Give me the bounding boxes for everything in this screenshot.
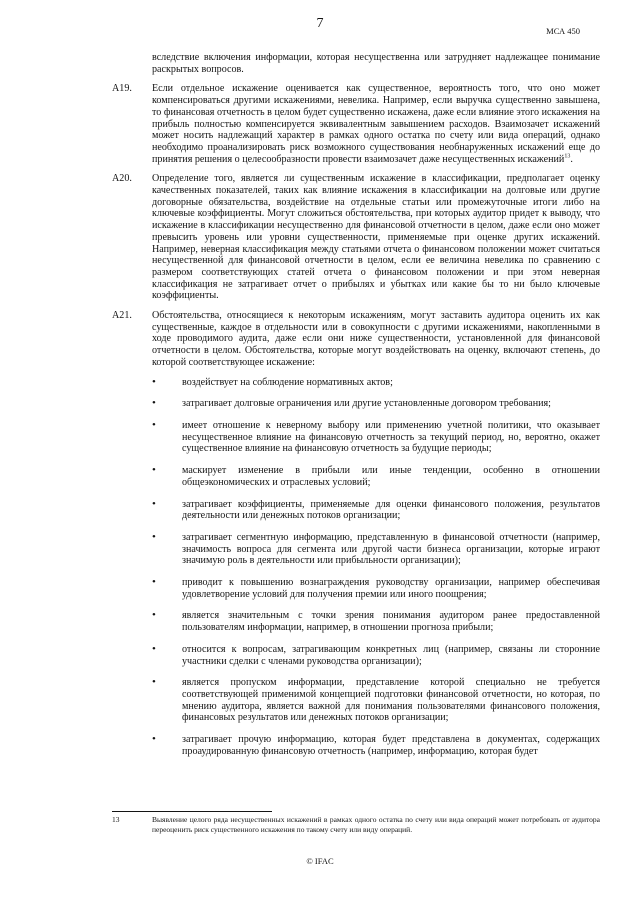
paragraph-a19 — [112, 83, 600, 165]
paragraph-number: A19. — [112, 83, 132, 95]
footnote-number: 13 — [112, 815, 120, 824]
paragraph-end: . — [570, 153, 573, 165]
paragraph-number: A21. — [112, 310, 132, 322]
footnote-text: Выявление целого ряда несущественных искажений в рамках одного остатка по счету или вида операций может потребовать от аудитора переоценить риск существенного искажения по такому счету или виду операций. — [152, 815, 600, 834]
paragraph-text: Определение того, является ли существенным искажение в классификации, предполагает оценку качественных показателей, таких как влияние искажения в классификации на долговые или другие договорные обязательства, воздействие на отдельные статьи или промежуточные итоги либо на ключевые коэффициенты. Могут сложиться обстоятельства, при которых аудитор придет к выводу, что искажение в классификации несущественно для финансовой отчетности в целом, даже если оно может превысить уровень или уровни существенности, применяемые при оценке других искажений. Например, неверная классификация между статьями отчета о финансовом положении может считаться несущественной для финансовой отчетности в целом, если ее величина невелика по сравнению с размером соответствующих статей отчета о финансовом положении и при этом неверная классификация не затрагивает отчет о прибылях и убытках или какие бы то ни было ключевые коэффициенты. — [152, 173, 600, 302]
copyright-notice: © IFAC — [306, 856, 334, 866]
list-item: • приводит к повышению вознаграждения руководству организации, например обеспечивая удовлетворение условий для получения премии или иного поощрения; — [152, 577, 600, 600]
list-item: • затрагивает долговые ограничения или другие установленные договором требования; — [152, 398, 600, 410]
page-number: 7 — [316, 16, 324, 31]
list-item: • имеет отношение к неверному выбору или применению учетной политики, что оказывает несущественное влияние на финансовую отчетность за текущий период, но, вероятно, окажет существенное влияние на финансовую отчетность за будущие периоды; — [152, 420, 600, 455]
list-item: • маскирует изменение в прибыли или иные тенденции, особенно в отношении общеэкономических и отраслевых условий; — [152, 465, 600, 488]
list-item: • относится к вопросам, затрагивающим конкретных лиц (например, связаны ли сторонние участники сделки с членами руководства организации); — [152, 644, 600, 667]
footnote-reference: 13 — [564, 153, 571, 160]
footnote-divider — [112, 811, 272, 812]
list-item: • является пропуском информации, представление которой специально не требуется соответствующей применимой концепцией подготовки финансовой отчетности, но которая, по мнению аудитора, является важной для понимания пользователями финансового положения, финансовых результатов или денежных потоков организации; — [152, 677, 600, 724]
document-body — [112, 52, 600, 767]
list-item: • является значительным с точки зрения понимания аудитором ранее предоставленной пользователям информации, например, в отношении прогноза прибыли; — [152, 610, 600, 633]
paragraph-a21 — [112, 310, 600, 369]
list-item: • затрагивает сегментную информацию, представленную в финансовой отчетности (например, значимость вопроса для сегмента или другой части бизнеса организации, которые играют значимую роль в деятельности или прибыльности организации); — [152, 532, 600, 567]
list-item: • воздействует на соблюдение нормативных актов; — [152, 377, 600, 389]
document-id: МСА 450 — [546, 26, 580, 36]
paragraph-a20 — [112, 173, 600, 302]
paragraph-text: Если отдельное искажение оценивается как существенное, вероятность того, что оно может компенсироваться другими искажениями, невелика. Например, если выручка существенно завышена, то финансовая отчетность в целом будет существенно искажена, даже если влияние этого искажения на прибыль полностью компенсируется эквивалентным завышением расходов. Взаимозачет искажений может носить надлежащий характер в рамках одного остатка по счету или вида операций, однако необходимо проанализировать риск возможного существования необнаруженных искажений еще до принятия решения о целесообразности провести взаимозачет даже несущественных искажений — [152, 83, 600, 165]
paragraph-text: Обстоятельства, относящиеся к некоторым искажениям, могут заставить аудитора оценить их как существенные, каждое в отдельности или в совокупности с другими искажениями, накопленными в ходе проводимого аудита, даже если они ниже существенности, установленной для финансовой отчетности в целом. Обстоятельства, которые могут воздействовать на оценку, включают степень, до которой соответствующее искажение: — [152, 310, 600, 368]
footnote — [112, 815, 600, 835]
list-item: • затрагивает коэффициенты, применяемые для оценки финансового положения, результатов деятельности или денежных потоков организации; — [152, 499, 600, 522]
continued-paragraph: вследствие включения информации, которая несущественна или затрудняет надлежащее понимание раскрытых вопросов. — [152, 52, 600, 75]
paragraph-number: A20. — [112, 173, 132, 185]
bullet-list — [152, 377, 600, 758]
list-item: • затрагивает прочую информацию, которая будет представлена в документах, содержащих проаудированную финансовую отчетность (например, информацию, которая будет — [152, 734, 600, 757]
